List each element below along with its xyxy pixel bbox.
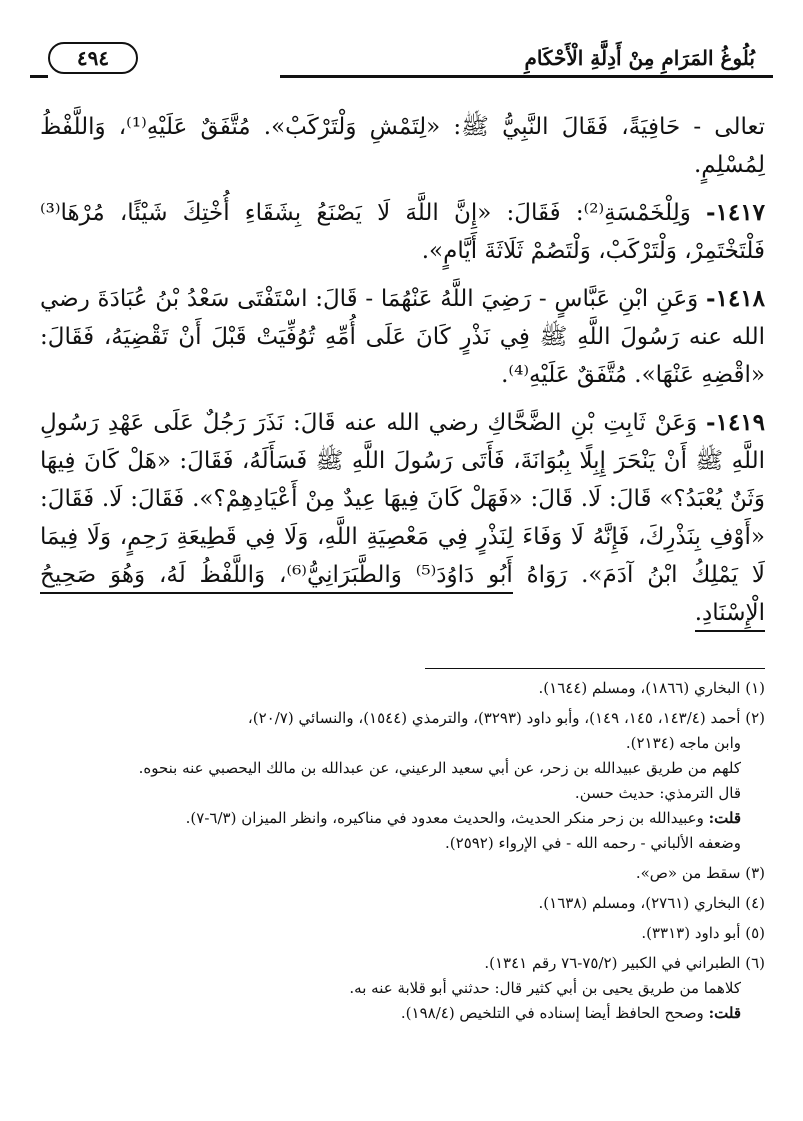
hadith-text [40, 108, 765, 642]
footnote-line: (٥) أبو داود (٣٣١٣). [641, 924, 765, 942]
footnote-4 [40, 891, 765, 916]
page-header [30, 38, 773, 82]
footnote-label: قلت: [708, 809, 741, 827]
paragraph-continuation: تعالى - حَافِيَةً، فَقَالَ النَّبِيُّ ﷺ: «لِتَمْشِ وَلْتَرْكَبْ». مُتَّفَقٌ عَلَيْهِ⁽¹⁾، وَاللَّفْظُ لِمُسْلِمٍ. [40, 114, 765, 178]
footnote-text: وعبيدالله بن زحر منكر الحديث، والحديث معدود في مناكيره، وانظر الميزان (٦/٣-٧). [185, 809, 704, 827]
hadith-body: وَعَنْ ثَابِتِ بْنِ الضَّحَّاكِ رضي الله عنه قَالَ: نَذَرَ رَجُلٌ عَلَى عَهْدِ رَسُولِ اللَّهِ ﷺ أَنْ يَنْحَرَ إِبِلًا بِبُوَانَةَ، فَأَتَى رَسُولَ اللَّهِ ﷺ فَسَأَلَهُ، فَقَالَ: «هَلْ كَانَ فِيهَا وَثَنٌ يُعْبَدُ؟» قَالَ: لَا. قَالَ: «فَهَلْ كَانَ فِيهَا عِيدٌ مِنْ أَعْيَادِهِمْ؟». فَقَالَ: لَا. فَقَالَ: «أَوْفِ بِنَذْرِكَ، فَإِنَّهُ لَا وَفَاءَ لِنَذْرٍ فِي مَعْصِيَةِ اللَّهِ، وَلَا فِي قَطِيعَةِ رَحِمٍ، وَلَا فِيمَا لَا يَمْلِكُ ابْنُ آدَمَ». رَوَاهُ [40, 410, 765, 588]
hadith-number: ١٤١٩- [706, 409, 766, 436]
footnote-line [40, 1001, 765, 1026]
hadith-body: وَعَنِ ابْنِ عَبَّاسٍ - رَضِيَ اللَّهُ عَنْهُمَا - قَالَ: اسْتَفْتَى سَعْدُ بْنُ عُبَادَةَ رضي الله عنه رَسُولَ اللَّهِ ﷺ فِي نَذْرٍ كَانَ عَلَى أُمِّهِ تُوُفِّيَتْ قَبْلَ أَنْ تَقْضِيَهُ، فَقَالَ: «اقْضِهِ عَنْهَا». مُتَّفَقٌ عَلَيْهِ⁽⁴⁾. [40, 286, 765, 388]
footnote-line: كلهم من طريق عبيدالله بن زحر، عن أبي سعيد الرعيني، عن عبدالله بن مالك اليحصبي عنه بنحوه. [138, 759, 741, 777]
footnote-line [40, 806, 765, 831]
hadith-number: ١٤١٨- [706, 285, 766, 312]
header-rule-left [30, 75, 48, 78]
footnote-3 [40, 861, 765, 886]
footnote-line: كلاهما من طريق يحيى بن أبي كثير قال: حدثني أبو قلابة عنه به. [349, 979, 741, 997]
footnote-line: وضعفه الألباني - رحمه الله - في الإرواء (٢٥٩٢). [445, 834, 741, 852]
footnote-label: قلت: [708, 1004, 741, 1022]
footnote-1 [40, 676, 765, 701]
footnote-line: وابن ماجه (٢١٣٤). [625, 734, 741, 752]
footnote-line: (١) البخاري (١٨٦٦)، ومسلم (١٦٤٤). [538, 679, 765, 697]
footnote-line: قال الترمذي: حديث حسن. [574, 784, 741, 802]
footnote-line: (٦) الطبراني في الكبير (٧٥/٢-٧٦ رقم ١٣٤١). [484, 954, 765, 972]
footnote-6 [40, 951, 765, 1026]
hadith-1419 [40, 404, 765, 632]
footnote-5 [40, 921, 765, 946]
hadith-body: وَلِلْخَمْسَةِ⁽²⁾: فَقَالَ: «إِنَّ اللَّهَ لَا يَصْنَعُ بِشَقَاءِ أُخْتِكَ شَيْئًا، مُرْهَا⁽³⁾ فَلْتَخْتَمِرْ، وَلْتَرْكَبْ، وَلْتَصُمْ ثَلَاثَةَ أَيَّامٍ». [40, 200, 765, 264]
header-rule [280, 75, 773, 78]
page-number: ٤٩٤ [48, 42, 138, 74]
hadith-1417 [40, 194, 765, 270]
footnote-separator [425, 668, 765, 669]
footnote-text: وصحح الحافظ أيضا إسناده في التلخيص (١٩٨/٤). [400, 1004, 704, 1022]
book-title: بُلُوغُ المَرَامِ مِنْ أَدِلَّةِ الْأَحْكَامِ [524, 46, 755, 70]
hadith-1418 [40, 280, 765, 394]
hadith-number: ١٤١٧- [706, 199, 765, 226]
footnotes [40, 676, 765, 1031]
footnote-line: (٤) البخاري (٢٧٦١)، ومسلم (١٦٣٨). [538, 894, 765, 912]
footnote-2 [40, 706, 765, 856]
footnote-line: (٢) أحمد (١٤٣/٤، ١٤٥، ١٤٩)، وأبو داود (٣٢٩٣)، والترمذي (١٥٤٤)، والنسائي (٢٠/٧)، [247, 709, 765, 727]
hadith-attribution: أَبُو دَاوُدَ⁽⁵⁾ وَالطَّبَرَانِيُّ⁽⁶⁾، وَاللَّفْظُ لَهُ، وَهُوَ صَحِيحُ الْإِسْنَادِ. [40, 562, 765, 632]
footnote-line: (٣) سقط من «ص». [635, 864, 765, 882]
